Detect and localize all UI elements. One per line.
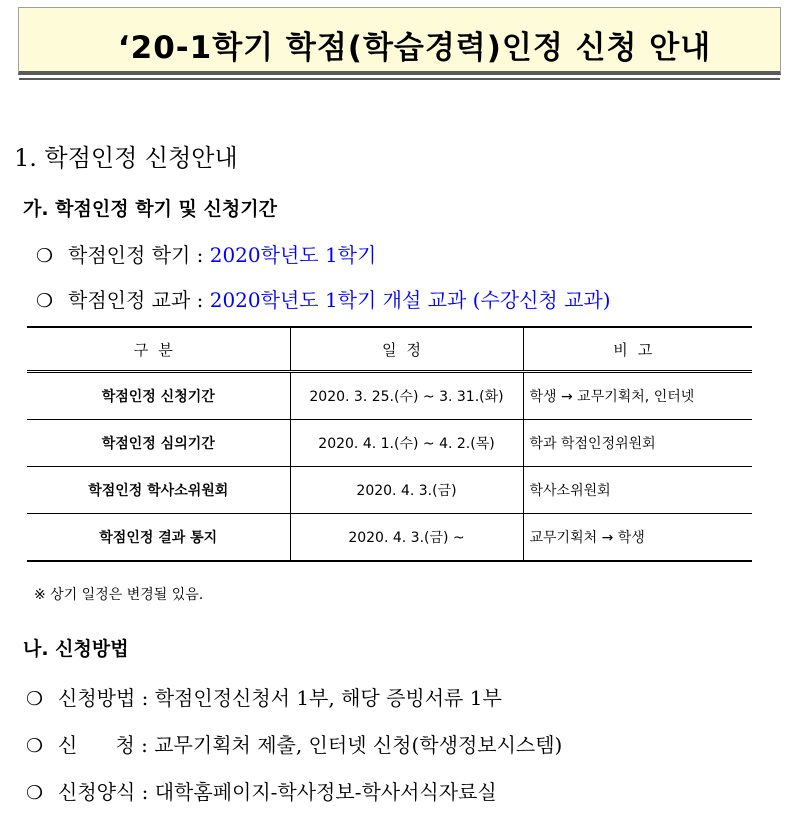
page-title: ‘20-1학기 학점(학습경력)인정 신청 안내 — [117, 30, 712, 66]
bullet-text: 신청양식 : 대학홈페이지-학사정보-학사서식자료실 — [58, 780, 497, 804]
column-header: 구분 — [27, 327, 290, 372]
table-row — [27, 467, 752, 514]
table-cell: 학사소위원회 — [523, 467, 752, 514]
title-banner — [18, 7, 781, 75]
bullet-label: 학점인정 학기 : — [68, 243, 210, 267]
subsection-ga-heading: 가. 학점인정 학기 및 신청기간 — [23, 198, 277, 220]
table-cell: 학생 → 교무기획처, 인터넷 — [523, 372, 752, 420]
table-cell: 학점인정 학사소위원회 — [27, 467, 290, 514]
table-cell: 교무기획처 → 학생 — [523, 514, 752, 562]
table-cell: 2020. 4. 3.(금) — [290, 467, 523, 514]
table-cell: 2020. 3. 25.(수) ~ 3. 31.(화) — [290, 372, 523, 420]
bullet-value: 2020학년도 1학기 개설 교과 (수강신청 교과) — [209, 288, 611, 312]
table-cell: 학점인정 결과 통지 — [27, 514, 290, 562]
circle-bullet-icon: ❍ — [26, 782, 44, 804]
circle-bullet-icon: ❍ — [26, 735, 44, 757]
circle-bullet-icon: ❍ — [36, 290, 54, 312]
bullet-method — [26, 682, 502, 711]
table-cell: 학점인정 심의기간 — [27, 420, 290, 467]
bullet-value: 2020학년도 1학기 — [209, 243, 377, 267]
subsection-na-heading: 나. 신청방법 — [23, 638, 129, 660]
table-row — [27, 372, 752, 420]
bullet-submission — [26, 729, 562, 758]
circle-bullet-icon: ❍ — [36, 245, 54, 267]
section-1-heading: 1. 학점인정 신청안내 — [14, 144, 238, 172]
bullet-semester — [36, 239, 376, 268]
schedule-table — [27, 326, 752, 562]
bullet-text: 신 청 : 교무기획처 제출, 인터넷 신청(학생정보시스템) — [58, 733, 563, 757]
table-row — [27, 514, 752, 562]
bullet-text: 신청방법 : 학점인정신청서 1부, 해당 증빙서류 1부 — [58, 686, 502, 710]
schedule-note: ※ 상기 일정은 변경될 있음. — [34, 587, 204, 603]
table-row — [27, 420, 752, 467]
circle-bullet-icon: ❍ — [26, 688, 44, 710]
table-cell: 학과 학점인정위원회 — [523, 420, 752, 467]
table-cell: 2020. 4. 3.(금) ~ — [290, 514, 523, 562]
bullet-label: 학점인정 교과 : — [68, 288, 210, 312]
bullet-form — [26, 776, 497, 805]
table-header-row — [27, 327, 752, 372]
column-header: 일정 — [290, 327, 523, 372]
table-cell: 2020. 4. 1.(수) ~ 4. 2.(목) — [290, 420, 523, 467]
bullet-course — [36, 284, 611, 313]
column-header: 비고 — [523, 327, 752, 372]
table-cell: 학점인정 신청기간 — [27, 372, 290, 420]
